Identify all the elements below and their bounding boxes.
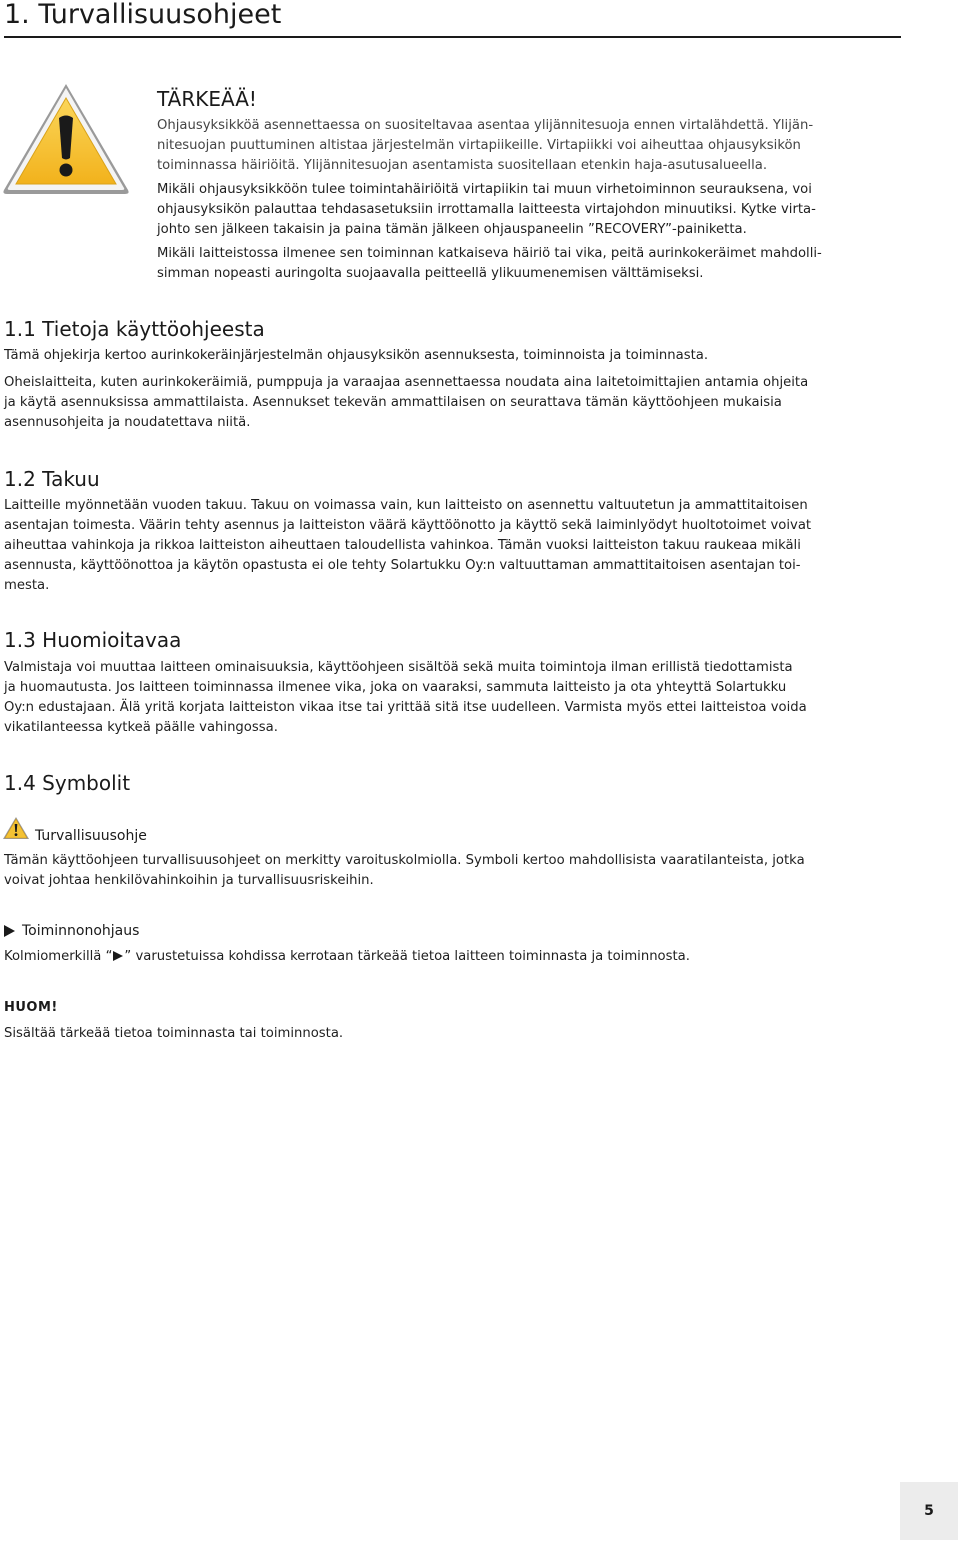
section-1-1-paragraph-1 xyxy=(4,346,901,366)
function-symbol-description xyxy=(4,947,901,967)
text-line: Mikäli laitteistossa ilmenee sen toiminnan katkaiseva häiriö tai vika, peitä aurinkokeräimet mahdolli- xyxy=(157,246,822,261)
section-heading-1-4: 1.4 Symbolit xyxy=(4,771,131,795)
text-line: simman nopeasti auringolta suojaavalla peitteellä ylikuumenemisen välttämiseksi. xyxy=(157,266,704,281)
note-description xyxy=(4,1024,901,1044)
text-line: ohjausyksikön palauttaa tehdasasetuksiin irrottamalla laitteesta virtajohdon minuutiksi. Kytke virta- xyxy=(157,202,816,217)
important-paragraph-1 xyxy=(157,116,901,176)
text-part: ” varustetuissa kohdissa kerrotaan tärkeää tietoa laitteen toiminnasta ja toiminnosta. xyxy=(124,949,690,964)
play-triangle-icon xyxy=(113,951,123,961)
text-line: Oy:n edustajaan. Älä yritä korjata laitteiston vikaa itse tai yrittää sitä itse uudelleen. Varmista myös ettei laitteistoa voida xyxy=(4,700,807,715)
text-line: Oheislaitteita, kuten aurinkokeräimiä, pumppuja ja varaajaa asennettaessa noudata aina laitetoimittajien antamia ohjeita xyxy=(4,375,809,390)
text-line: aiheuttaa vahinkoja ja rikkoa laitteiston aiheuttaen taloudellista vahinkoa. Tämän vuoksi laitteiston takuu raukeaa mikäli xyxy=(4,538,801,553)
warning-triangle-icon xyxy=(2,816,30,840)
text-line: toiminnassa häiriöitä. Ylijännitesuojan asentamista suositellaan etenkin haja-asutusalueella. xyxy=(157,158,768,173)
function-symbol-label: Toiminnonohjaus xyxy=(22,923,140,939)
important-paragraph-2 xyxy=(157,180,901,240)
text-line: Tämän käyttöohjeen turvallisuusohjeet on merkitty varoituskolmiolla. Symboli kertoo mahdollisista vaaratilanteista, jotka xyxy=(4,853,805,868)
text-line: Mikäli ohjausyksikköön tulee toimintahäiriöitä virtapiikin tai muun virhetoiminnon seurauksena, voi xyxy=(157,182,812,197)
important-paragraph-3 xyxy=(157,244,901,284)
section-heading-1-2: 1.2 Takuu xyxy=(4,467,100,491)
note-label: HUOM! xyxy=(4,1000,58,1015)
text-line: Ohjausyksikköä asennettaessa on suositeltavaa asentaa ylijännitesuoja ennen virtalähdettä. Ylijän- xyxy=(157,118,814,133)
play-triangle-icon xyxy=(4,925,15,937)
page-number: 5 xyxy=(924,1503,934,1519)
text-line: Sisältää tärkeää tietoa toiminnasta tai toiminnosta. xyxy=(4,1026,344,1041)
page-title: 1. Turvallisuusohjeet xyxy=(4,0,282,30)
section-1-1-paragraph-2 xyxy=(4,373,901,433)
safety-symbol-description xyxy=(4,851,901,891)
page-number-box xyxy=(900,1482,958,1540)
safety-symbol-label: Turvallisuusohje xyxy=(35,828,147,844)
text-line: johto sen jälkeen takaisin ja paina tämän jälkeen ohjauspaneelin ”RECOVERY”-painiketta. xyxy=(157,222,747,237)
text-line: Tämä ohjekirja kertoo aurinkokeräinjärjestelmän ohjausyksikön asennuksesta, toiminnoista ja toiminnasta. xyxy=(4,348,709,363)
text-line: voivat johtaa henkilövahinkoihin ja turvallisuusriskeihin. xyxy=(4,873,374,888)
text-line xyxy=(4,947,901,967)
section-1-3-paragraph xyxy=(4,658,901,738)
section-heading-1-3: 1.3 Huomioitavaa xyxy=(4,628,182,652)
warning-triangle-icon xyxy=(0,80,132,196)
section-heading-1-1: 1.1 Tietoja käyttöohjeesta xyxy=(4,317,265,341)
text-part: Kolmiomerkillä “ xyxy=(4,949,113,964)
text-line: ja käytä asennuksissa ammattilaista. Asennukset tekevän ammattilaisen on seurattava tämän käyttöohjeen mukaisia xyxy=(4,395,782,410)
text-line: Valmistaja voi muuttaa laitteen ominaisuuksia, käyttöohjeen sisältöä sekä muita toimintoja ilman erillistä tiedottamista xyxy=(4,660,793,675)
section-1-2-paragraph xyxy=(4,496,901,596)
text-line: asennusta, käyttöönottoa ja käytön opastusta ei ole tehty Solartukku Oy:n valtuuttaman ammattitaitoisen asentajan toi- xyxy=(4,558,801,573)
text-line: ja huomautusta. Jos laitteen toiminnassa ilmenee vika, joka on vaaraksi, sammuta laitteisto ja ota yhteyttä Solartukku xyxy=(4,680,787,695)
text-line: asentajan toimesta. Väärin tehty asennus ja laitteiston väärä käyttöönotto ja käyttö sekä laiminlyödyt huoltotoimet voivat xyxy=(4,518,812,533)
text-line: vikatilanteessa kytkeä päälle vahingossa. xyxy=(4,720,278,735)
text-line: Laitteille myönnetään vuoden takuu. Takuu on voimassa vain, kun laitteisto on asennettu valtuutetun ja ammattitaitoisen xyxy=(4,498,808,513)
text-line: mesta. xyxy=(4,578,50,593)
text-line: asennusohjeita ja noudatettava niitä. xyxy=(4,415,251,430)
text-line: nitesuojan puuttuminen altistaa järjestelmän virtapiikeille. Virtapiikki voi aiheuttaa ohjausyksikön xyxy=(157,138,801,153)
title-rule xyxy=(4,36,901,38)
important-heading: TÄRKEÄÄ! xyxy=(157,87,257,111)
